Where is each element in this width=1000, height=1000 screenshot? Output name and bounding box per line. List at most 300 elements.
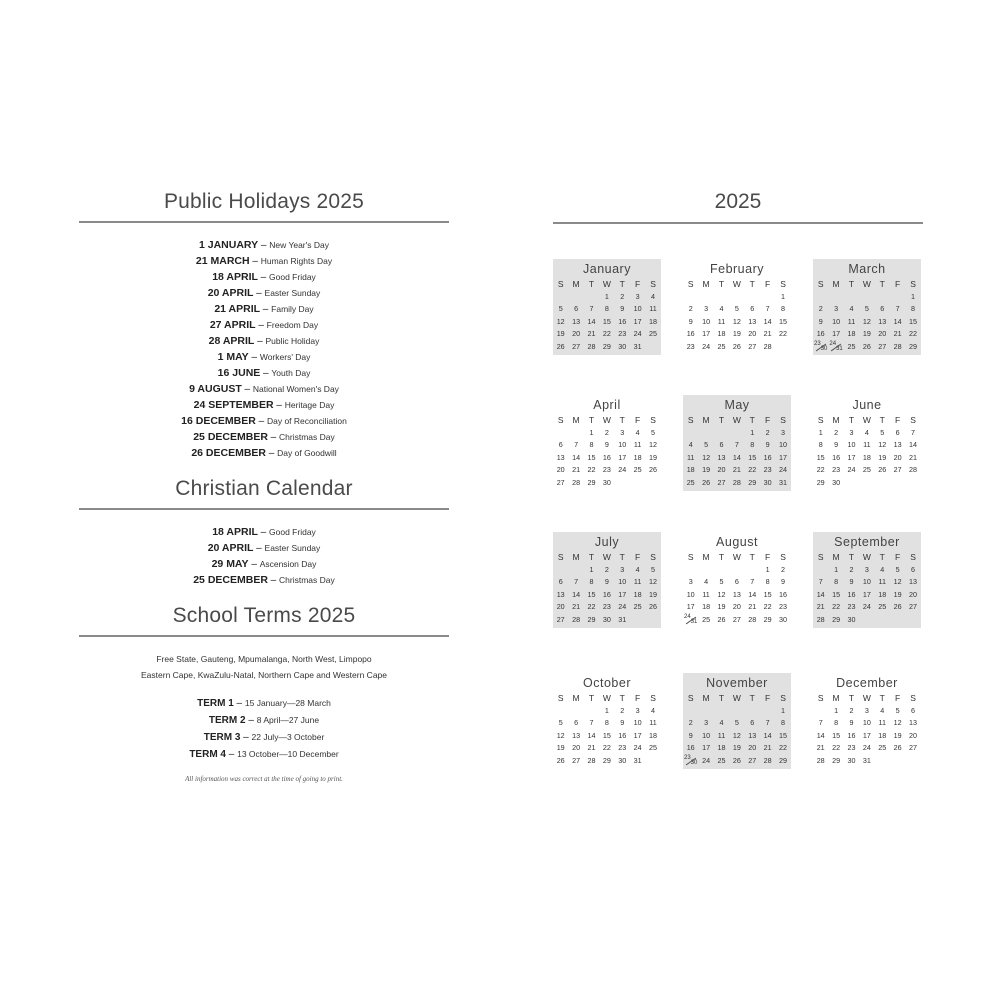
weekday-header: T	[879, 279, 885, 289]
month-grid	[813, 277, 921, 353]
weekday-header: W	[602, 552, 611, 562]
weekday-header: T	[749, 693, 755, 703]
day-number: 2	[604, 428, 609, 437]
weekday-header: W	[862, 693, 871, 703]
holiday-row	[79, 556, 449, 572]
weekday-header: T	[718, 552, 725, 562]
day-number: 15	[602, 730, 611, 740]
empty-day	[729, 705, 744, 717]
empty-day	[553, 705, 568, 717]
day-number: 15	[832, 730, 841, 740]
day-number: 27	[909, 602, 918, 612]
day-number: 10	[779, 440, 788, 450]
empty-day	[875, 755, 890, 767]
weekday-header: T	[619, 552, 625, 562]
day-number: 26	[649, 602, 658, 612]
day-number: 10	[862, 718, 871, 728]
day-number: 19	[893, 589, 902, 599]
day-number: 15	[587, 589, 596, 599]
day-number: 30	[602, 614, 611, 624]
day-number: 8	[765, 577, 770, 587]
public-holidays-title: Public Holidays 2025	[163, 190, 365, 213]
day-number: 14	[748, 589, 757, 599]
day-number: 29	[748, 477, 757, 487]
day-number: 10	[702, 316, 711, 326]
day-number: 10	[862, 577, 871, 587]
holiday-date: 21 MARCH	[195, 255, 250, 267]
day-number: 6	[558, 577, 563, 587]
day-number: 29	[763, 614, 772, 624]
day-number: 20	[572, 743, 581, 753]
holiday-date: 26 DECEMBER	[191, 447, 267, 459]
month-name: September	[834, 535, 900, 549]
month-name: April	[593, 398, 621, 412]
day-number: 30	[832, 477, 841, 487]
holiday-name: Good Friday	[269, 272, 316, 282]
day-number: 27	[878, 341, 887, 351]
weekday-header: W	[862, 552, 871, 562]
day-number: 29	[602, 755, 611, 765]
day-number: 1	[818, 428, 823, 437]
weekday-header: S	[687, 415, 694, 425]
weekday-header: F	[895, 415, 901, 425]
day-number: 7	[911, 428, 916, 437]
empty-day	[813, 705, 828, 717]
day-number: 24	[618, 602, 627, 612]
day-number: 26	[893, 602, 902, 612]
day-number: 6	[558, 440, 563, 450]
day-number: 6	[719, 440, 724, 450]
day-number: 17	[633, 730, 642, 740]
day-number: 24	[684, 613, 691, 620]
empty-day	[844, 291, 859, 303]
day-number: 20	[748, 329, 757, 339]
day-number: 26	[878, 465, 887, 475]
day-number: 27	[572, 341, 581, 351]
day-number: 31	[690, 618, 698, 625]
day-number: 6	[911, 565, 916, 574]
day-number: 18	[633, 452, 642, 462]
weekday-header: S	[910, 693, 916, 703]
empty-day	[729, 564, 744, 576]
day-number: 16	[602, 452, 611, 462]
day-number: 24	[633, 743, 642, 753]
day-number: 8	[750, 440, 755, 450]
weekday-header: S	[780, 415, 786, 425]
term-separator: –	[240, 732, 252, 743]
day-number: 9	[688, 730, 693, 740]
month-grid	[813, 691, 921, 767]
day-number: 21	[587, 743, 596, 753]
day-number: 24	[847, 465, 856, 475]
day-number: 11	[878, 718, 886, 728]
day-number: 1	[781, 292, 786, 301]
day-number: 16	[618, 316, 627, 326]
weekday-header: S	[557, 693, 564, 703]
weekday-header: F	[635, 693, 641, 703]
day-number: 20	[556, 602, 565, 612]
day-number: 6	[574, 304, 579, 314]
day-number: 31	[862, 755, 871, 765]
day-number: 22	[816, 465, 825, 475]
day-number: 29	[909, 341, 918, 351]
day-number: 23	[779, 602, 788, 612]
weekday-header: S	[817, 415, 824, 425]
day-number: 10	[618, 440, 627, 450]
day-number: 9	[604, 577, 609, 587]
holiday-date: 24 SEPTEMBER	[193, 399, 274, 411]
holiday-separator: –	[253, 543, 265, 554]
weekday-header: S	[557, 279, 564, 289]
empty-day	[568, 564, 583, 576]
empty-day	[568, 291, 583, 303]
day-number: 3	[864, 565, 869, 574]
day-number: 15	[779, 316, 788, 326]
month-name: October	[583, 676, 631, 690]
term-dates: 15 January—28 March	[244, 698, 331, 708]
term-label: TERM 1	[197, 698, 234, 709]
empty-day	[645, 477, 660, 489]
holiday-row	[79, 269, 449, 285]
month-name: June	[852, 398, 882, 412]
day-number: 18	[686, 465, 695, 475]
holiday-row	[79, 237, 449, 253]
day-number: 15	[779, 730, 788, 740]
day-number: 4	[688, 440, 693, 450]
school-terms-title: School Terms 2025	[172, 604, 356, 627]
empty-day	[698, 564, 713, 576]
day-number: 1	[765, 565, 770, 574]
day-number: 19	[862, 329, 871, 339]
day-number: 24	[779, 465, 788, 475]
empty-day	[875, 477, 890, 489]
empty-day	[683, 291, 698, 303]
day-number: 25	[847, 341, 856, 351]
day-number: 13	[878, 316, 887, 326]
day-number: 11	[717, 730, 726, 740]
day-number: 25	[633, 465, 642, 475]
holiday-date: 16 DECEMBER	[181, 415, 256, 427]
day-number: 20	[556, 465, 565, 475]
holiday-name: Human Rights Day	[260, 256, 333, 266]
day-number: 10	[633, 304, 642, 314]
weekday-header: S	[910, 415, 916, 425]
day-number: 3	[620, 428, 625, 437]
day-number: 10	[618, 577, 627, 587]
weekday-header: T	[588, 279, 595, 289]
empty-day	[859, 477, 874, 489]
day-number: 10	[702, 730, 711, 740]
day-number: 27	[748, 341, 757, 351]
holiday-name: New Year's Day	[269, 240, 329, 250]
day-cell-split	[813, 341, 828, 353]
day-number: 8	[589, 577, 594, 587]
day-number: 7	[589, 718, 594, 728]
day-number: 23	[618, 329, 627, 339]
day-number: 21	[763, 743, 772, 753]
day-number: 25	[717, 755, 726, 765]
weekday-header: S	[687, 693, 694, 703]
empty-day	[683, 705, 698, 717]
holiday-row	[79, 333, 449, 349]
terms-list	[79, 695, 449, 763]
day-number: 4	[864, 428, 869, 437]
empty-day	[584, 291, 599, 303]
day-number: 17	[702, 329, 711, 339]
holiday-row	[79, 285, 449, 301]
day-number: 13	[572, 730, 581, 740]
weekday-header: W	[732, 552, 741, 562]
day-number: 24	[862, 743, 871, 753]
weekday-header: T	[749, 279, 755, 289]
day-number: 22	[909, 329, 918, 339]
day-number: 23	[602, 465, 611, 475]
empty-day	[683, 564, 698, 576]
day-number: 29	[602, 341, 611, 351]
day-number: 4	[651, 706, 656, 715]
holiday-separator: –	[254, 336, 266, 347]
day-number: 15	[909, 316, 918, 326]
empty-day	[698, 291, 713, 303]
empty-day	[630, 614, 645, 626]
day-number: 18	[847, 329, 856, 339]
day-number: 22	[779, 743, 788, 753]
christian-calendar-title: Christian Calendar	[175, 477, 353, 500]
day-number: 15	[602, 316, 611, 326]
day-number: 13	[572, 316, 581, 326]
holiday-name: Good Friday	[269, 527, 316, 537]
day-number: 21	[893, 329, 902, 339]
day-number: 21	[572, 602, 581, 612]
day-number: 4	[849, 304, 854, 314]
holiday-name: Freedom Day	[266, 320, 319, 330]
day-number: 30	[847, 755, 856, 765]
day-number: 21	[763, 329, 772, 339]
day-number: 14	[572, 452, 581, 462]
day-number: 20	[909, 730, 918, 740]
day-number: 17	[633, 316, 642, 326]
day-number: 22	[832, 743, 841, 753]
day-number: 20	[893, 452, 902, 462]
day-number: 4	[719, 304, 724, 314]
day-number: 8	[834, 577, 839, 587]
term-label: TERM 2	[208, 715, 246, 726]
holiday-separator: –	[267, 575, 280, 586]
empty-day	[775, 341, 790, 353]
regions-line: Eastern Cape, KwaZulu-Natal, Northern Cape and Western Cape	[141, 670, 387, 680]
day-number: 31	[633, 755, 642, 765]
day-number: 23	[763, 465, 772, 475]
day-number: 18	[633, 589, 642, 599]
month-grid	[683, 550, 791, 626]
day-number: 22	[748, 465, 757, 475]
weekday-header: S	[780, 552, 786, 562]
holiday-date: 25 DECEMBER	[193, 574, 268, 586]
holiday-row	[79, 301, 449, 317]
day-number: 25	[686, 477, 695, 487]
day-number: 12	[893, 718, 902, 728]
day-number: 25	[878, 743, 887, 753]
day-number: 24	[633, 329, 642, 339]
weekday-header: W	[602, 279, 611, 289]
month-september	[813, 532, 921, 628]
day-number: 14	[732, 452, 741, 462]
day-number: 12	[862, 316, 871, 326]
day-number: 6	[750, 718, 755, 728]
day-number: 15	[763, 589, 772, 599]
holiday-separator: –	[241, 384, 253, 395]
empty-day	[553, 291, 568, 303]
day-number: 1	[604, 706, 609, 715]
month-june	[813, 395, 921, 491]
day-number: 28	[893, 341, 902, 351]
weekday-header: S	[650, 693, 656, 703]
day-number: 30	[779, 614, 788, 624]
day-number: 30	[763, 477, 772, 487]
day-number: 9	[620, 718, 625, 728]
holiday-date: 18 APRIL	[212, 271, 258, 283]
empty-day	[875, 614, 890, 626]
day-number: 8	[589, 440, 594, 450]
month-november	[683, 673, 791, 769]
day-number: 9	[781, 577, 786, 587]
regions-text	[79, 651, 449, 683]
day-number: 22	[602, 743, 611, 753]
holiday-name: Christmas Day	[279, 432, 335, 442]
day-number: 5	[734, 304, 739, 314]
day-number: 24	[702, 755, 711, 765]
day-number: 9	[834, 440, 839, 450]
weekday-header: T	[879, 693, 885, 703]
day-number: 7	[818, 718, 823, 728]
day-number: 3	[635, 706, 640, 715]
day-number: 14	[763, 316, 772, 326]
weekday-header: T	[619, 279, 625, 289]
day-number: 21	[816, 743, 825, 753]
day-number: 12	[649, 577, 658, 587]
day-number: 5	[704, 440, 709, 450]
day-number: 11	[633, 577, 642, 587]
holiday-date: 20 APRIL	[207, 542, 254, 554]
day-number: 4	[635, 428, 640, 437]
weekday-header: S	[910, 552, 916, 562]
day-number: 5	[895, 706, 900, 715]
day-number: 17	[618, 589, 627, 599]
day-number: 19	[702, 465, 711, 475]
day-number: 23	[618, 743, 627, 753]
weekday-header: F	[895, 552, 901, 562]
day-number: 7	[574, 440, 579, 450]
weekday-header: T	[588, 693, 595, 703]
day-number: 8	[604, 304, 609, 314]
day-number: 14	[572, 589, 581, 599]
term-separator: –	[225, 749, 238, 760]
day-cell-split	[683, 755, 698, 767]
weekday-header: T	[848, 552, 855, 562]
empty-day	[714, 564, 729, 576]
day-number: 16	[686, 743, 695, 753]
weekday-header: T	[619, 415, 625, 425]
empty-day	[645, 755, 660, 767]
day-number: 18	[717, 329, 726, 339]
day-number: 10	[847, 440, 856, 450]
day-number: 1	[781, 706, 786, 715]
weekday-header: T	[749, 552, 755, 562]
holiday-date: 27 APRIL	[209, 319, 256, 331]
day-number: 22	[763, 602, 772, 612]
day-number: 9	[604, 440, 609, 450]
holiday-separator: –	[273, 400, 285, 411]
holiday-separator: –	[255, 320, 267, 331]
day-number: 22	[832, 602, 841, 612]
weekday-header: S	[817, 552, 824, 562]
weekday-header: T	[749, 415, 755, 425]
empty-day	[683, 427, 698, 439]
day-number: 27	[909, 743, 918, 753]
weekday-header: T	[619, 693, 625, 703]
weekday-header: S	[650, 279, 656, 289]
day-number: 10	[832, 316, 841, 326]
day-number: 30	[618, 341, 627, 351]
day-number: 3	[834, 304, 839, 314]
weekday-header: W	[862, 279, 871, 289]
term-dates: 8 April—27 June	[256, 715, 320, 725]
holiday-row	[79, 445, 449, 461]
day-number: 13	[748, 730, 757, 740]
day-number: 5	[864, 304, 869, 314]
day-number: 5	[558, 718, 563, 728]
day-number: 15	[816, 452, 825, 462]
holiday-name: Public Holiday	[265, 336, 320, 346]
day-number: 19	[732, 743, 741, 753]
empty-day	[890, 477, 905, 489]
day-number: 11	[863, 440, 871, 450]
day-number: 14	[909, 440, 918, 450]
day-number: 1	[750, 428, 755, 437]
weekday-header: M	[572, 415, 580, 425]
empty-day	[760, 705, 775, 717]
weekday-header: F	[765, 693, 771, 703]
day-number: 30	[820, 345, 828, 352]
empty-day	[645, 614, 660, 626]
day-number: 19	[732, 329, 741, 339]
holiday-date: 21 APRIL	[214, 303, 261, 315]
day-number: 14	[587, 316, 596, 326]
empty-day	[890, 755, 905, 767]
holiday-separator: –	[258, 240, 270, 251]
day-number: 22	[779, 329, 788, 339]
day-number: 3	[849, 428, 854, 437]
day-number: 16	[847, 589, 856, 599]
holiday-name: National Women's Day	[252, 384, 339, 394]
day-number: 24	[702, 341, 711, 351]
day-number: 1	[589, 428, 594, 437]
day-number: 17	[832, 329, 841, 339]
day-number: 31	[618, 614, 627, 624]
empty-day	[615, 477, 630, 489]
day-number: 12	[649, 440, 658, 450]
empty-day	[568, 427, 583, 439]
christian-calendar-list	[79, 524, 449, 588]
day-number: 30	[847, 614, 856, 624]
day-number: 1	[604, 292, 609, 301]
empty-day	[905, 614, 920, 626]
weekday-header: F	[765, 552, 771, 562]
day-number: 13	[748, 316, 757, 326]
weekday-header: T	[848, 693, 855, 703]
day-number: 27	[717, 477, 726, 487]
day-number: 19	[717, 602, 726, 612]
